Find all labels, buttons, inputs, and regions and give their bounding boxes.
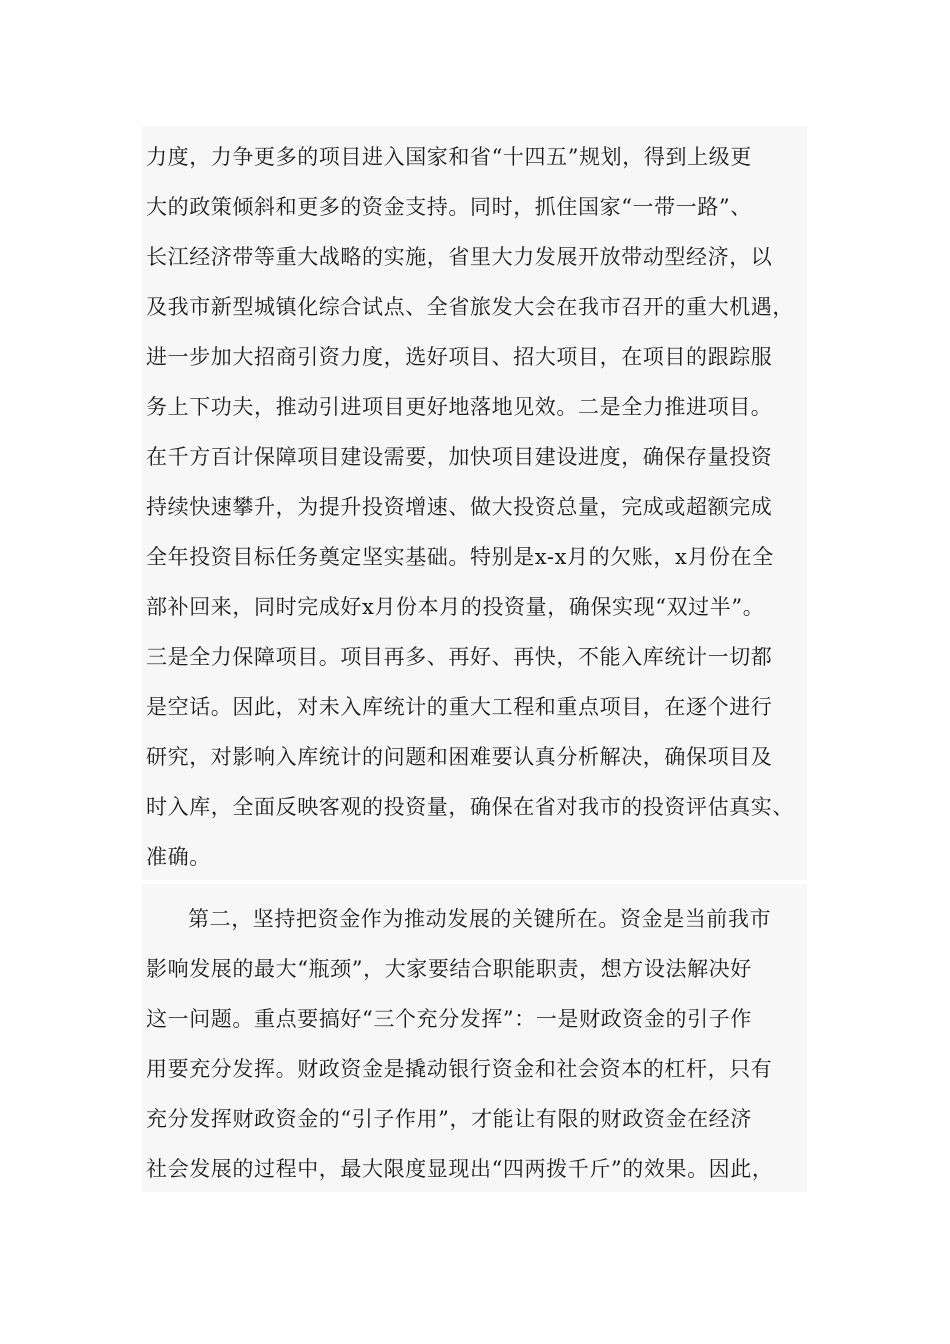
text-line: 用要充分发挥。财政资金是撬动银行资金和社会资本的杠杆，只有 <box>146 1057 773 1081</box>
text-line: 时入库，全面反映客观的投资量，确保在省对我市的投资评估真实、 <box>146 795 794 819</box>
text-line: 务上下功夫，推动引进项目更好地落地见效。二是全力推进项目。 <box>146 395 773 419</box>
paragraph-funding <box>142 884 807 1192</box>
text-line: 社会发展的过程中，最大限度显现出“四两拨千斤”的效果。因此， <box>146 1157 774 1181</box>
text-line: 大的政策倾斜和更多的资金支持。同时，抓住国家“一带一路”、 <box>146 195 752 219</box>
text-line: 研究，对影响入库统计的问题和困难要认真分析解决，确保项目及 <box>146 745 773 769</box>
text-line: 影响发展的最大“瓶颈”，大家要结合职能职责，想方设法解决好 <box>146 957 752 981</box>
text-line: 充分发挥财政资金的“引子作用”，才能让有限的财政资金在经济 <box>146 1107 752 1131</box>
text-line: 持续快速攀升，为提升投资增速、做大投资总量，完成或超额完成 <box>146 495 773 519</box>
text-line: 这一问题。重点要搞好“三个充分发挥”：一是财政资金的引子作 <box>146 1007 752 1031</box>
text-line: 三是全力保障项目。项目再多、再好、再快，不能入库统计一切都 <box>146 645 773 669</box>
text-line: 长江经济带等重大战略的实施，省里大力发展开放带动型经济，以 <box>146 245 773 269</box>
paragraph-continuation <box>142 126 807 880</box>
text-line: 及我市新型城镇化综合试点、全省旅发大会在我市召开的重大机遇， <box>146 295 794 319</box>
text-line: 部补回来，同时完成好x月份本月的投资量，确保实现“双过半”。 <box>146 595 765 619</box>
text-line: 进一步加大招商引资力度，选好项目、招大项目，在项目的跟踪服 <box>146 345 773 369</box>
text-line: 第二，坚持把资金作为推动发展的关键所在。资金是当前我市 <box>188 907 772 931</box>
text-line: 力度，力争更多的项目进入国家和省“十四五”规划，得到上级更 <box>146 145 752 169</box>
text-line: 在千方百计保障项目建设需要，加快项目建设进度，确保存量投资 <box>146 445 773 469</box>
text-line: 是空话。因此，对未入库统计的重大工程和重点项目，在逐个进行 <box>146 695 773 719</box>
text-line: 准确。 <box>146 845 211 869</box>
text-line: 全年投资目标任务奠定坚实基础。特别是x-x月的欠账，x月份在全 <box>146 545 774 569</box>
